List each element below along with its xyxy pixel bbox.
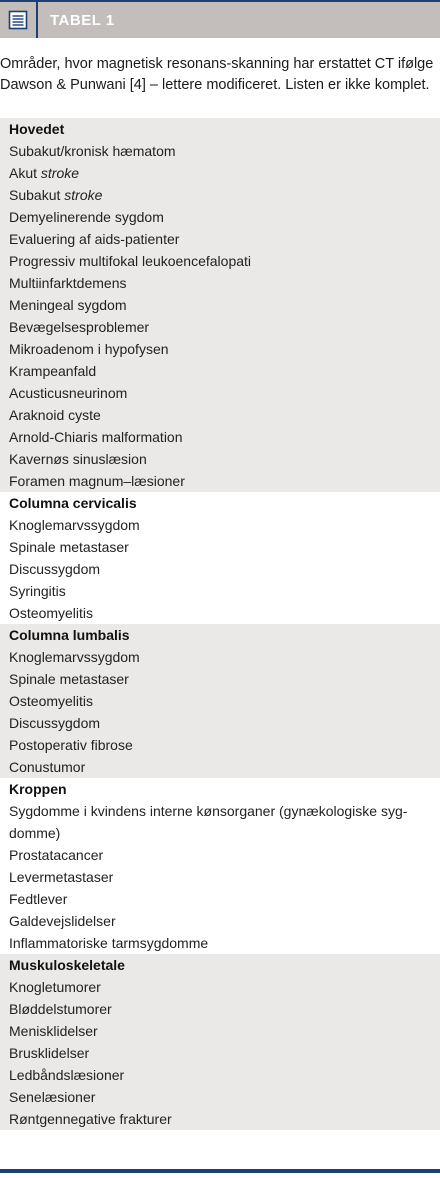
- list-item: Levermetastaser: [9, 869, 114, 885]
- list-item: Menisklidelser: [9, 1023, 98, 1039]
- section-title: Columna cervicalis: [9, 495, 137, 511]
- list-item: Knoglemarvssygdom: [9, 517, 140, 533]
- list-item: Acusticusneurinom: [9, 385, 128, 401]
- list-item: Ledbåndslæsioner: [9, 1067, 125, 1083]
- list-item: Discussygdom: [9, 715, 101, 731]
- document-list-icon: [0, 2, 38, 38]
- list-item: Discussygdom: [9, 561, 101, 577]
- list-item: Sygdomme i kvindens interne kønsorganer (gynækologiske syg-domme): [9, 803, 408, 841]
- list-item: Mikroadenom i hypofysen: [9, 341, 169, 357]
- list-item: Prostatacancer: [9, 847, 104, 863]
- list-item: Foramen magnum–læsioner: [9, 473, 185, 489]
- list-item: Inflammatoriske tarmsygdomme: [9, 935, 209, 951]
- section-kroppen: [0, 778, 440, 954]
- list-item: Galdevejslidelser: [9, 913, 116, 929]
- list-item: Fedtlever: [9, 891, 68, 907]
- table-caption: Områder, hvor magnetisk resonans-skanning har erstattet CT ifølge Dawson & Punwani [4] – lettere modificeret. Listen er ikke komplet.: [0, 56, 434, 93]
- table-title: TABEL 1: [50, 11, 115, 29]
- list-item: Postoperativ fibrose: [9, 737, 133, 753]
- bottom-rule: [0, 1169, 440, 1173]
- list-item: Røntgennegative frakturer: [9, 1111, 172, 1127]
- list-item: Akut stroke: [9, 165, 80, 181]
- list-item: Araknoid cyste: [9, 407, 101, 423]
- list-item: Conustumor: [9, 759, 86, 775]
- list-item: Brusklidelser: [9, 1045, 90, 1061]
- section-title: Kroppen: [9, 781, 67, 797]
- list-item: Krampeanfald: [9, 363, 97, 379]
- list-item: Progressiv multifokal leukoencefalopati: [9, 253, 252, 269]
- list-item: Bevægelsesproblemer: [9, 319, 150, 335]
- list-item: Bløddelstumorer: [9, 1001, 112, 1017]
- list-item: Osteomyelitis: [9, 693, 94, 709]
- section-muskuloskeletale: [0, 954, 440, 1130]
- section-title: Hovedet: [9, 121, 65, 137]
- list-item: Multiinfarktdemens: [9, 275, 127, 291]
- list-item: Subakut/kronisk hæmatom: [9, 143, 176, 159]
- list-item: Spinale metastaser: [9, 671, 129, 687]
- list-item: Meningeal sygdom: [9, 297, 127, 313]
- section-hovedet: [0, 118, 440, 492]
- section-columna-lumbalis: [0, 624, 440, 778]
- list-item: Demyelinerende sygdom: [9, 209, 164, 225]
- list-item: Knogletumorer: [9, 979, 101, 995]
- list-item: Knoglemarvssygdom: [9, 649, 140, 665]
- list-item: Spinale metastaser: [9, 539, 129, 555]
- table-body: [0, 118, 440, 1130]
- list-item: Senelæsioner: [9, 1089, 96, 1105]
- list-item: Syringitis: [9, 583, 66, 599]
- list-item: Osteomyelitis: [9, 605, 94, 621]
- list-item: Subakut stroke: [9, 187, 103, 203]
- table-header: [0, 2, 440, 38]
- section-title: Columna lumbalis: [9, 627, 130, 643]
- list-item: Arnold-Chiaris malformation: [9, 429, 183, 445]
- list-item: Kavernøs sinuslæsion: [9, 451, 147, 467]
- section-columna-cervicalis: [0, 492, 440, 624]
- list-item: Evaluering af aids-patienter: [9, 231, 180, 247]
- section-title: Muskuloskeletale: [9, 957, 125, 973]
